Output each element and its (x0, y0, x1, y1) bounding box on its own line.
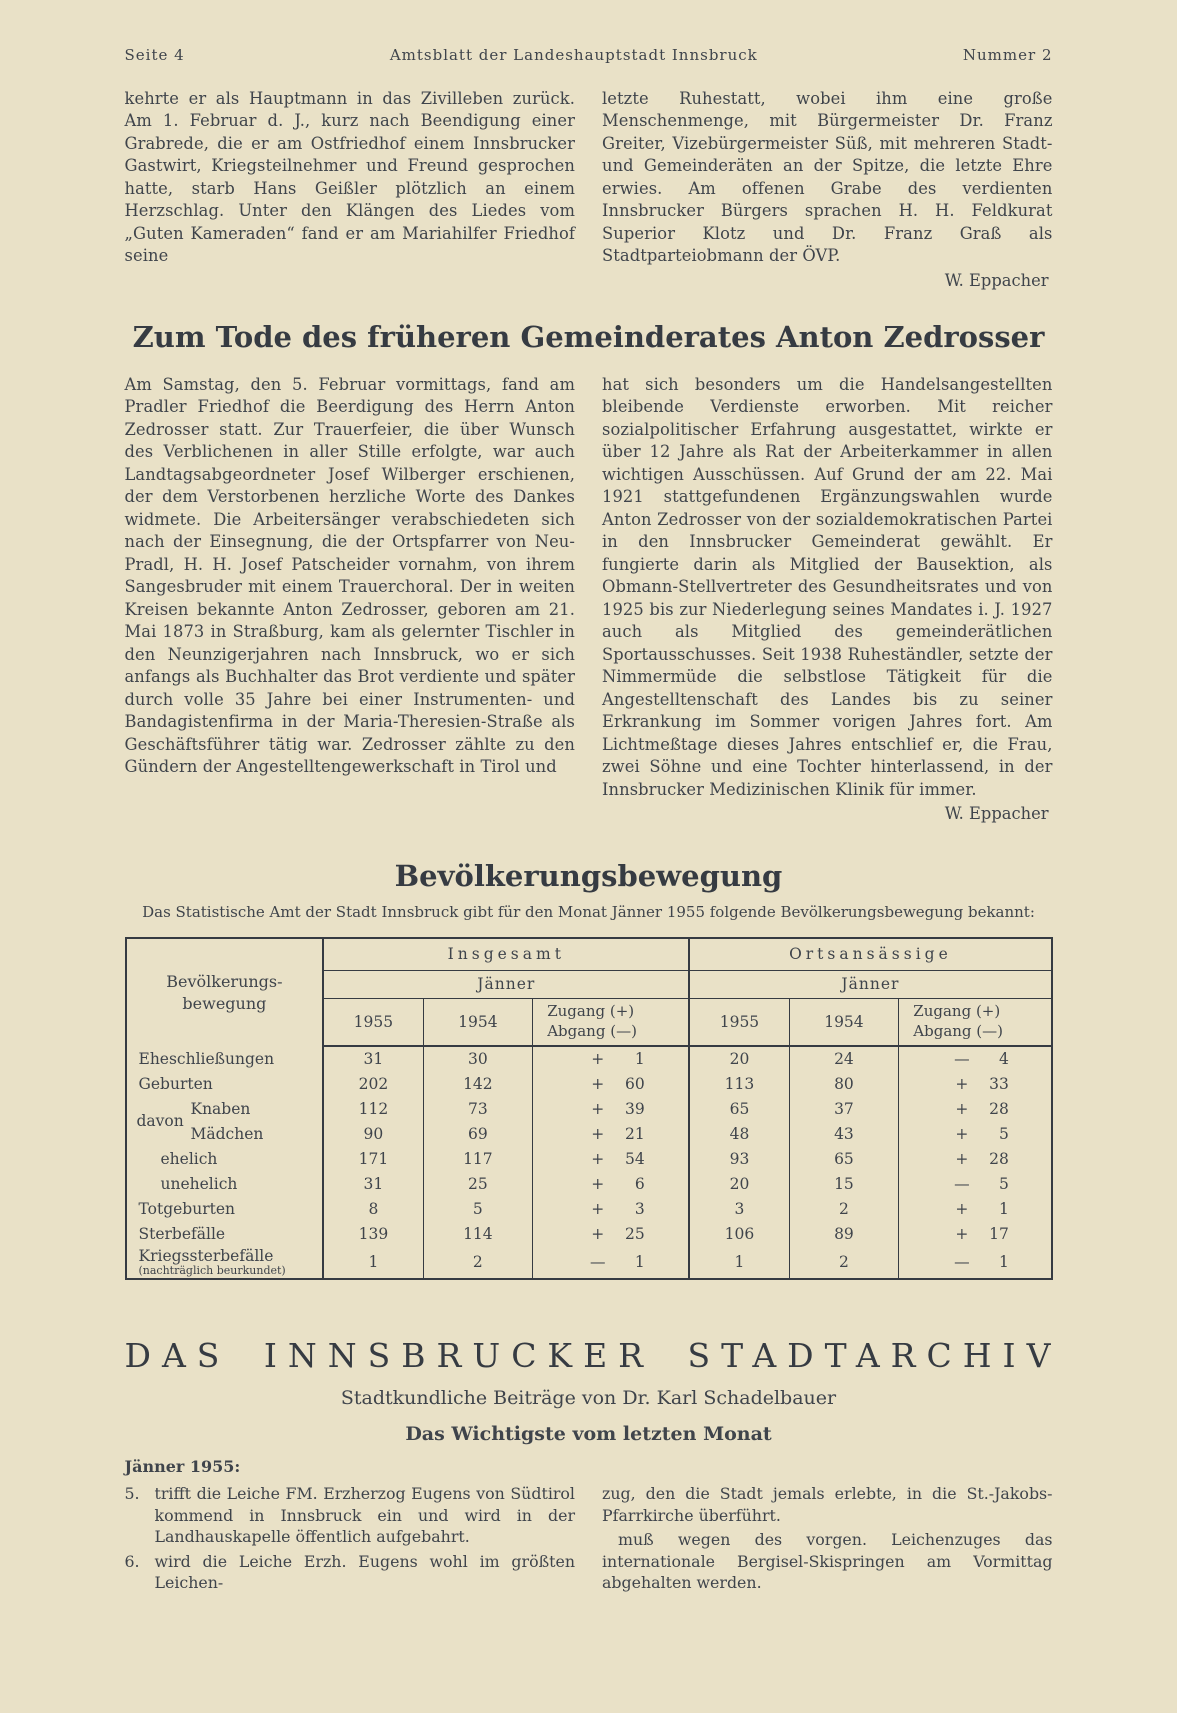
article-text: hat sich besonders um die Handelsangestellten bleibende Verdienste erworben. Mit reicher sozialpolitischer Erfahrung ausgestattet, wirkte er über 12 Jahre als Rat der Arbeiterkammer in allen wichtigen Ausschüssen. Auf Grund der am 22. Mai 1921 stattgefundenen Ergänzungswahlen wurde Anton Zedrosser von der sozialdemokratischen Partei in den Innsbrucker Gemeinderat gewählt. Er fungierte darin als Mitglied der Bausektion, als Obmann-Stellvertreter des Gesundheitsrates und von 1925 bis zur Niederlegung seines Mandates i. J. 1927 auch als Mitglied des gemeinderätlichen Sportausschusses. Seit 1938 Ruheständler, setzte der Nimmermüde die selbstlose Tätigkeit für die Angestelltenschaft des Landes bis zu seiner Erkrankung im Sommer vorigen Jahres fort. Am Lichtmeßtage dieses Jahres entschlief er, die Frau, zwei Söhne und eine Tochter hinterlassend, in der Innsbrucker Medizinischen Klinik für immer. (602, 374, 1053, 799)
row-label-header-line2: bewegung (182, 993, 267, 1013)
table-cell: 15 (789, 1171, 899, 1196)
table-cell: 1 (323, 1246, 423, 1279)
population-table (125, 937, 1053, 1280)
table-row (126, 1221, 1052, 1246)
table-row (126, 1146, 1052, 1171)
table-cell: 43 (789, 1121, 899, 1146)
archive-right-column (602, 1480, 1053, 1593)
table-cell-change: + 17 (899, 1221, 1052, 1246)
year-header-1955: 1955 (323, 998, 423, 1046)
table-cell: 25 (423, 1171, 533, 1196)
table-row (126, 1121, 1052, 1146)
month-header: Jänner (689, 970, 1051, 998)
archive-byline: Stadtkundliche Beiträge von Dr. Karl Schadelbauer (340, 1387, 837, 1410)
table-cell: 8 (323, 1196, 423, 1221)
archive-entry-continuation: muß wegen des vorgen. Leichenzuges das internationale Bergisel-Skispringen am Vormittag abgehalten werden. (602, 1530, 1053, 1593)
entry-text: wird die Leiche Erzh. Eugens wohl im größten Leichen- (154, 1551, 575, 1593)
population-section-title: Bevölkerungsbewegung (394, 859, 783, 894)
table-row (126, 1046, 1052, 1071)
row-sublabel: (nachträglich beurkundet) (138, 1264, 286, 1278)
article-zedrosser-headline: Zum Tode des früheren Gemeinderates Anton Zedrosser (132, 319, 1045, 354)
table-cell: 93 (689, 1146, 789, 1171)
table-row (126, 1171, 1052, 1196)
table-cell-change: + 21 (533, 1121, 690, 1146)
table-cell: 113 (689, 1071, 789, 1096)
article-text: letzte Ruhestatt, wobei ihm eine große Menschenmenge, mit Bürgermeister Dr. Franz Greiter, Vizebürgermeister Süß, mit mehreren Stadt- und Gemeinderäten an der Spitze, die letzte Ehre erwies. Am offenen Grabe des verdienten Innsbrucker Bürgers sprachen H. H. Feldkurat Superior Klotz und Dr. Franz Graß als Stadtparteiobmann der ÖVP. (602, 89, 1053, 266)
row-label: Eheschließungen (126, 1046, 324, 1071)
month-header: Jänner (323, 970, 689, 998)
table-cell: 31 (323, 1046, 423, 1071)
table-cell: 117 (423, 1146, 533, 1171)
change-header-line1: Zugang (+) (547, 1002, 635, 1021)
year-header-1954: 1954 (789, 998, 899, 1046)
table-cell: 65 (689, 1096, 789, 1121)
table-row (126, 1196, 1052, 1221)
author-signature: W. Eppacher (944, 804, 1049, 824)
row-label: unehelich (126, 1171, 324, 1196)
population-table-head (126, 938, 1052, 1046)
row-label: ehelich (126, 1146, 324, 1171)
population-section-subtitle: Das Statistische Amt der Stadt Innsbruck gibt für den Monat Jänner 1955 folgende Bevölkerungsbewegung bekannt: (142, 903, 1035, 922)
archive-entry (125, 1551, 576, 1594)
table-cell: 106 (689, 1221, 789, 1246)
table-cell: 65 (789, 1146, 899, 1171)
table-row (126, 1096, 1052, 1121)
table-cell: 2 (789, 1196, 899, 1221)
row-label: Knaben davon (126, 1096, 324, 1121)
table-cell: 114 (423, 1221, 533, 1246)
article-geissler (125, 88, 1053, 290)
article-geissler-left-column (125, 88, 576, 290)
table-cell: 37 (789, 1096, 899, 1121)
page-header (125, 46, 1053, 64)
table-cell: 89 (789, 1221, 899, 1246)
table-cell: 80 (789, 1071, 899, 1096)
article-geissler-right-column (602, 88, 1053, 290)
year-header-1954: 1954 (423, 998, 533, 1046)
entry-text: trifft die Leiche FM. Erzherzog Eugens von Südtirol kommend in Innsbruck ein und wird in der Landhauskapelle öffentlich aufgebahrt. (154, 1484, 575, 1547)
publication-title: Amtsblatt der Landeshauptstadt Innsbruck (389, 46, 758, 64)
archive-columns (125, 1480, 1053, 1593)
table-row (126, 1071, 1052, 1096)
page-number: Seite 4 (124, 46, 185, 64)
table-cell-change: + 28 (899, 1096, 1052, 1121)
row-label: Kriegssterbefälle (nachträglich beurkundet) (126, 1246, 324, 1279)
change-header-line1: Zugang (+) (913, 1002, 1001, 1021)
row-label: Sterbefälle (126, 1221, 324, 1246)
table-cell-change: + 5 (899, 1121, 1052, 1146)
table-cell: 90 (323, 1121, 423, 1146)
year-header-1955: 1955 (689, 998, 789, 1046)
table-cell: 2 (423, 1246, 533, 1279)
table-cell: 3 (689, 1196, 789, 1221)
table-cell-change: + 25 (533, 1221, 690, 1246)
row-label-header-line1: Bevölkerungs- (166, 971, 283, 991)
table-cell: 5 (423, 1196, 533, 1221)
group-header-ortsansaessige: Ortsansässige (689, 938, 1051, 970)
table-cell: 24 (789, 1046, 899, 1071)
table-cell: 171 (323, 1146, 423, 1171)
table-cell: 1 (689, 1246, 789, 1279)
table-cell: 30 (423, 1046, 533, 1071)
table-cell-change: + 1 (533, 1046, 690, 1071)
archive-entry-continuation: zug, den die Stadt jemals erlebte, in die St.-Jakobs-Pfarrkirche überführt. (602, 1484, 1053, 1525)
table-cell: 69 (423, 1121, 533, 1146)
table-cell-change: + 54 (533, 1146, 690, 1171)
table-cell-change: + 39 (533, 1096, 690, 1121)
table-cell: 2 (789, 1246, 899, 1279)
table-cell: 202 (323, 1071, 423, 1096)
change-header (899, 998, 1052, 1046)
archive-subheading: Das Wichtigste vom letzten Monat (405, 1423, 772, 1446)
table-cell: 31 (323, 1171, 423, 1196)
table-cell-change: — 1 (899, 1246, 1052, 1279)
table-header-row (126, 938, 1052, 970)
article-zedrosser (125, 374, 1053, 823)
table-cell: 112 (323, 1096, 423, 1121)
archive-entry (125, 1483, 576, 1547)
table-cell-change: + 60 (533, 1071, 690, 1096)
table-cell-change: — 4 (899, 1046, 1052, 1071)
article-text: Am Samstag, den 5. Februar vormittags, fand am Pradler Friedhof die Beerdigung des Herrn Anton Zedrosser statt. Zur Trauerfeier, die über Wunsch des Verblichenen in aller Stille erfolgte, war auch Landtagsabgeordneter Josef Wilberger erschienen, der dem Verstorbenen herzliche Worte des Dankes widmete. Die Arbeitersänger verabschiedeten sich nach der Einsegnung, die der Ortspfarrer von Neu-Pradl, H. H. Josef Patscheider vornahm, von ihrem Sangesbruder mit einem Trauerchoral. Der in weiten Kreisen bekannte Anton Zedrosser, geboren am 21. Mai 1873 in Straßburg, kam als gelernter Tischler in den Neunzigerjahren nach Innsbruck, wo er sich anfangs als Buchhalter das Brot verdiente und später durch volle 35 Jahre bei einer Instrumenten- und Bandagistenfirma in der Maria-Theresien-Straße als Geschäftsführer tätig war. Zedrosser zählte zu den Gündern der Angestelltengewerkschaft in Tirol und (124, 374, 575, 777)
table-cell: 142 (423, 1071, 533, 1096)
table-cell-change: — 5 (899, 1171, 1052, 1196)
table-cell-change: + 3 (533, 1196, 690, 1221)
newspaper-page (124, 0, 1062, 1594)
row-label: Mädchen (126, 1121, 324, 1146)
table-cell-change: + 33 (899, 1071, 1052, 1096)
article-zedrosser-right-column (602, 374, 1053, 823)
archive-date-label: Jänner 1955: (124, 1457, 241, 1477)
table-cell: 139 (323, 1221, 423, 1246)
row-label: Geburten (126, 1071, 324, 1096)
row-label-header (126, 938, 324, 1046)
table-cell: 48 (689, 1121, 789, 1146)
change-header-line2: Abgang (—) (547, 1021, 637, 1040)
archive-headline: DAS INNSBRUCKER STADTARCHIV (124, 1336, 1062, 1376)
table-cell: 73 (423, 1096, 533, 1121)
row-label: Totgeburten (126, 1196, 324, 1221)
article-zedrosser-left-column (125, 374, 576, 823)
table-cell-change: + 28 (899, 1146, 1052, 1171)
author-signature: W. Eppacher (944, 270, 1049, 290)
archive-left-column (125, 1480, 576, 1593)
change-header (533, 998, 690, 1046)
table-row (126, 1246, 1052, 1279)
entry-number: 5. (124, 1484, 140, 1504)
table-cell-change: + 6 (533, 1171, 690, 1196)
issue-number: Nummer 2 (962, 46, 1053, 64)
row-group-label: davon (136, 1112, 184, 1131)
table-cell: 20 (689, 1046, 789, 1071)
table-cell-change: — 1 (533, 1246, 690, 1279)
group-header-insgesamt: Insgesamt (323, 938, 689, 970)
article-text: kehrte er als Hauptmann in das Zivilleben zurück. Am 1. Februar d. J., kurz nach Beendigung einer Grabrede, die er am Ostfriedhof einem Innsbrucker Gastwirt, Kriegsteilnehmer und Freund gesprochen hatte, starb Hans Geißler plötzlich an einem Herzschlag. Unter den Klängen des Liedes vom „Guten Kameraden“ fand er am Mariahilfer Friedhof seine (124, 89, 575, 266)
table-cell: 20 (689, 1171, 789, 1196)
entry-number: 6. (124, 1551, 140, 1571)
population-table-body (126, 1046, 1052, 1279)
change-header-line2: Abgang (—) (913, 1021, 1003, 1040)
table-cell-change: + 1 (899, 1196, 1052, 1221)
